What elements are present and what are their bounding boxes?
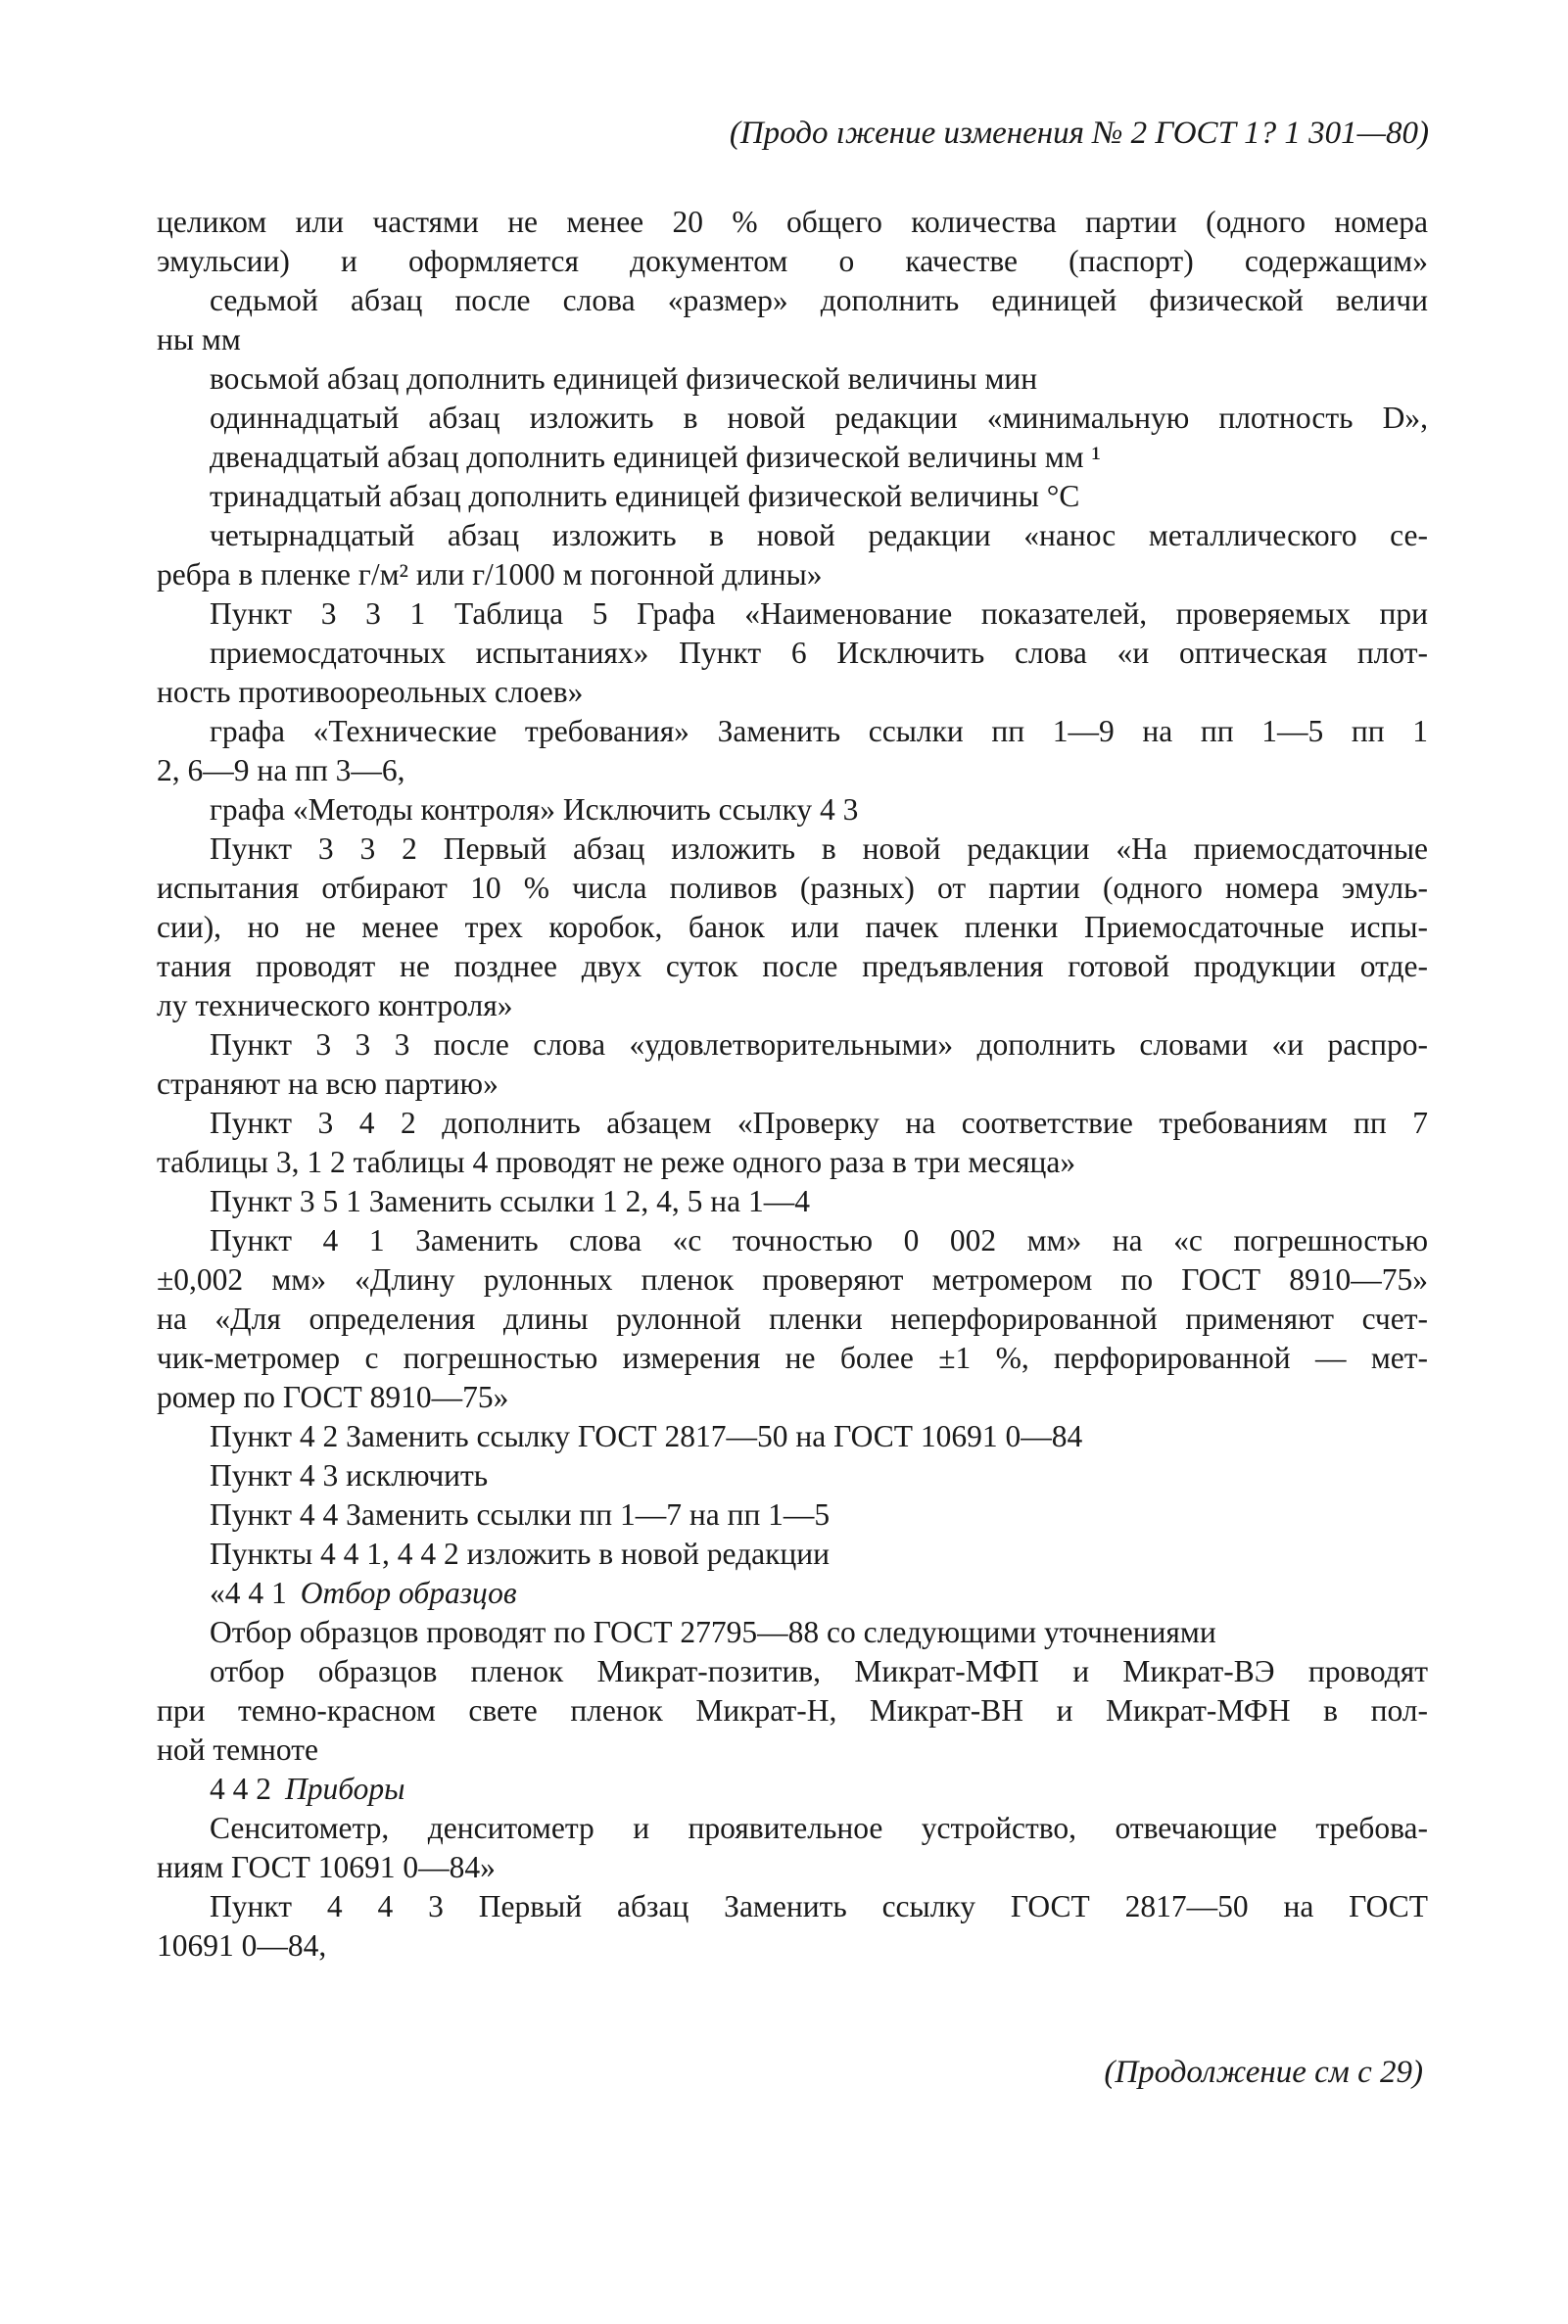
page-footer: (Продолжение см с 29): [1104, 2055, 1423, 2090]
document-body: [157, 203, 1428, 1966]
text-line: ность противоореольных слоев»: [157, 675, 584, 709]
text-line: Пункты 4 4 1, 4 4 2 изложить в новой редакции: [210, 1537, 830, 1571]
text-line: чик-метромер с погрешностью измерения не более ±1 %, перфорированной — мет-: [157, 1341, 1428, 1375]
text-line: ны мм: [157, 322, 241, 356]
text-line: графа «Методы контроля» Исключить ссылку 4 3: [210, 792, 859, 827]
text-line: двенадцатый абзац дополнить единицей физической величины мм ¹: [210, 440, 1101, 474]
text-line: Пункт 3 5 1 Заменить ссылки 1 2, 4, 5 на 1—4: [210, 1184, 811, 1218]
text-line: [157, 1770, 1428, 1809]
text-line: тания проводят не позднее двух суток после предъявления готовой продукции отде-: [157, 949, 1428, 983]
text-line: 10691 0—84,: [157, 1928, 327, 1963]
text-line: таблицы 3, 1 2 таблицы 4 проводят не реже одного раза в три месяца»: [157, 1145, 1076, 1179]
text-line: Пункт 3 4 2 дополнить абзацем «Проверку на соответствие требованиям пп 7: [210, 1106, 1428, 1140]
text-line: ниям ГОСТ 10691 0—84»: [157, 1850, 496, 1884]
text-line: 2, 6—9 на пп 3—6,: [157, 753, 405, 787]
text-line: [157, 1574, 1428, 1613]
text-line: четырнадцатый абзац изложить в новой редакции «нанос металлического се-: [210, 518, 1428, 552]
text-line: на «Для определения длины рулонной пленки неперфорированной применяют счет-: [157, 1302, 1428, 1336]
text-line: Пункт 4 4 3 Первый абзац Заменить ссылку ГОСТ 2817—50 на ГОСТ: [210, 1889, 1428, 1923]
text-line: восьмой абзац дополнить единицей физической величины мин: [210, 361, 1038, 396]
section-title: Приборы: [285, 1772, 405, 1806]
text-line: седьмой абзац после слова «размер» дополнить единицей физической величи: [210, 283, 1428, 317]
text-line: Сенситометр, денситометр и проявительное устройство, отвечающие требова-: [210, 1811, 1428, 1845]
text-line: ромер по ГОСТ 8910—75»: [157, 1380, 509, 1414]
text-line: Пункт 3 3 2 Первый абзац изложить в новой редакции «На приемосдаточные: [210, 831, 1428, 866]
text-line: тринадцатый абзац дополнить единицей физической величины °С: [210, 479, 1080, 513]
text-line: целиком или частями не менее 20 % общего количества партии (одного номера: [157, 205, 1428, 239]
text-line: Пункт 4 4 Заменить ссылки пп 1—7 на пп 1—5: [210, 1497, 831, 1532]
page-header: (Продо ıжение изменения № 2 ГОСТ 1? 1 301—80): [729, 116, 1429, 151]
text-line: Отбор образцов проводят по ГОСТ 27795—88 со следующими уточнениями: [210, 1615, 1216, 1649]
text-line: лу технического контроля»: [157, 988, 513, 1022]
section-title: Отбор образцов: [300, 1576, 517, 1610]
text-line: графа «Технические требования» Заменить ссылки пп 1—9 на пп 1—5 пп 1: [210, 714, 1428, 748]
text-line: Пункт 3 3 1 Таблица 5 Графа «Наименование показателей, проверяемых при: [210, 596, 1428, 631]
section-number: 4 4 2: [210, 1772, 271, 1806]
section-number: «4 4 1: [210, 1576, 287, 1610]
text-line: ±0,002 мм» «Длину рулонных пленок проверяют метромером по ГОСТ 8910—75»: [157, 1262, 1428, 1297]
text-line: Пункт 4 2 Заменить ссылку ГОСТ 2817—50 на ГОСТ 10691 0—84: [210, 1419, 1083, 1453]
text-line: Пункт 4 1 Заменить слова «с точностью 0 002 мм» на «с погрешностью: [210, 1223, 1428, 1257]
text-line: испытания отбирают 10 % числа поливов (разных) от партии (одного номера эмуль-: [157, 871, 1428, 905]
text-line: сии), но не менее трех коробок, банок или пачек пленки Приемосдаточные испы-: [157, 910, 1428, 944]
text-line: Пункт 3 3 3 после слова «удовлетворительными» дополнить словами «и распро-: [210, 1027, 1428, 1062]
text-line: одиннадцатый абзац изложить в новой редакции «минимальную плотность D»,: [210, 401, 1428, 435]
text-line: приемосдаточных испытаниях» Пункт 6 Исключить слова «и оптическая плот-: [210, 636, 1428, 670]
text-line: Пункт 4 3 исключить: [210, 1458, 489, 1493]
text-line: при темно-красном свете пленок Микрат-Н, Микрат-ВН и Микрат-МФН в пол-: [157, 1693, 1428, 1728]
text-line: страняют на всю партию»: [157, 1067, 499, 1101]
text-line: отбор образцов пленок Микрат-позитив, Микрат-МФП и Микрат-ВЭ проводят: [210, 1654, 1428, 1688]
text-line: эмульсии) и оформляется документом о качестве (паспорт) содержащим»: [157, 244, 1428, 278]
text-line: ребра в пленке г/м² или г/1000 м погонной длины»: [157, 557, 823, 592]
text-line: ной темноте: [157, 1732, 318, 1767]
